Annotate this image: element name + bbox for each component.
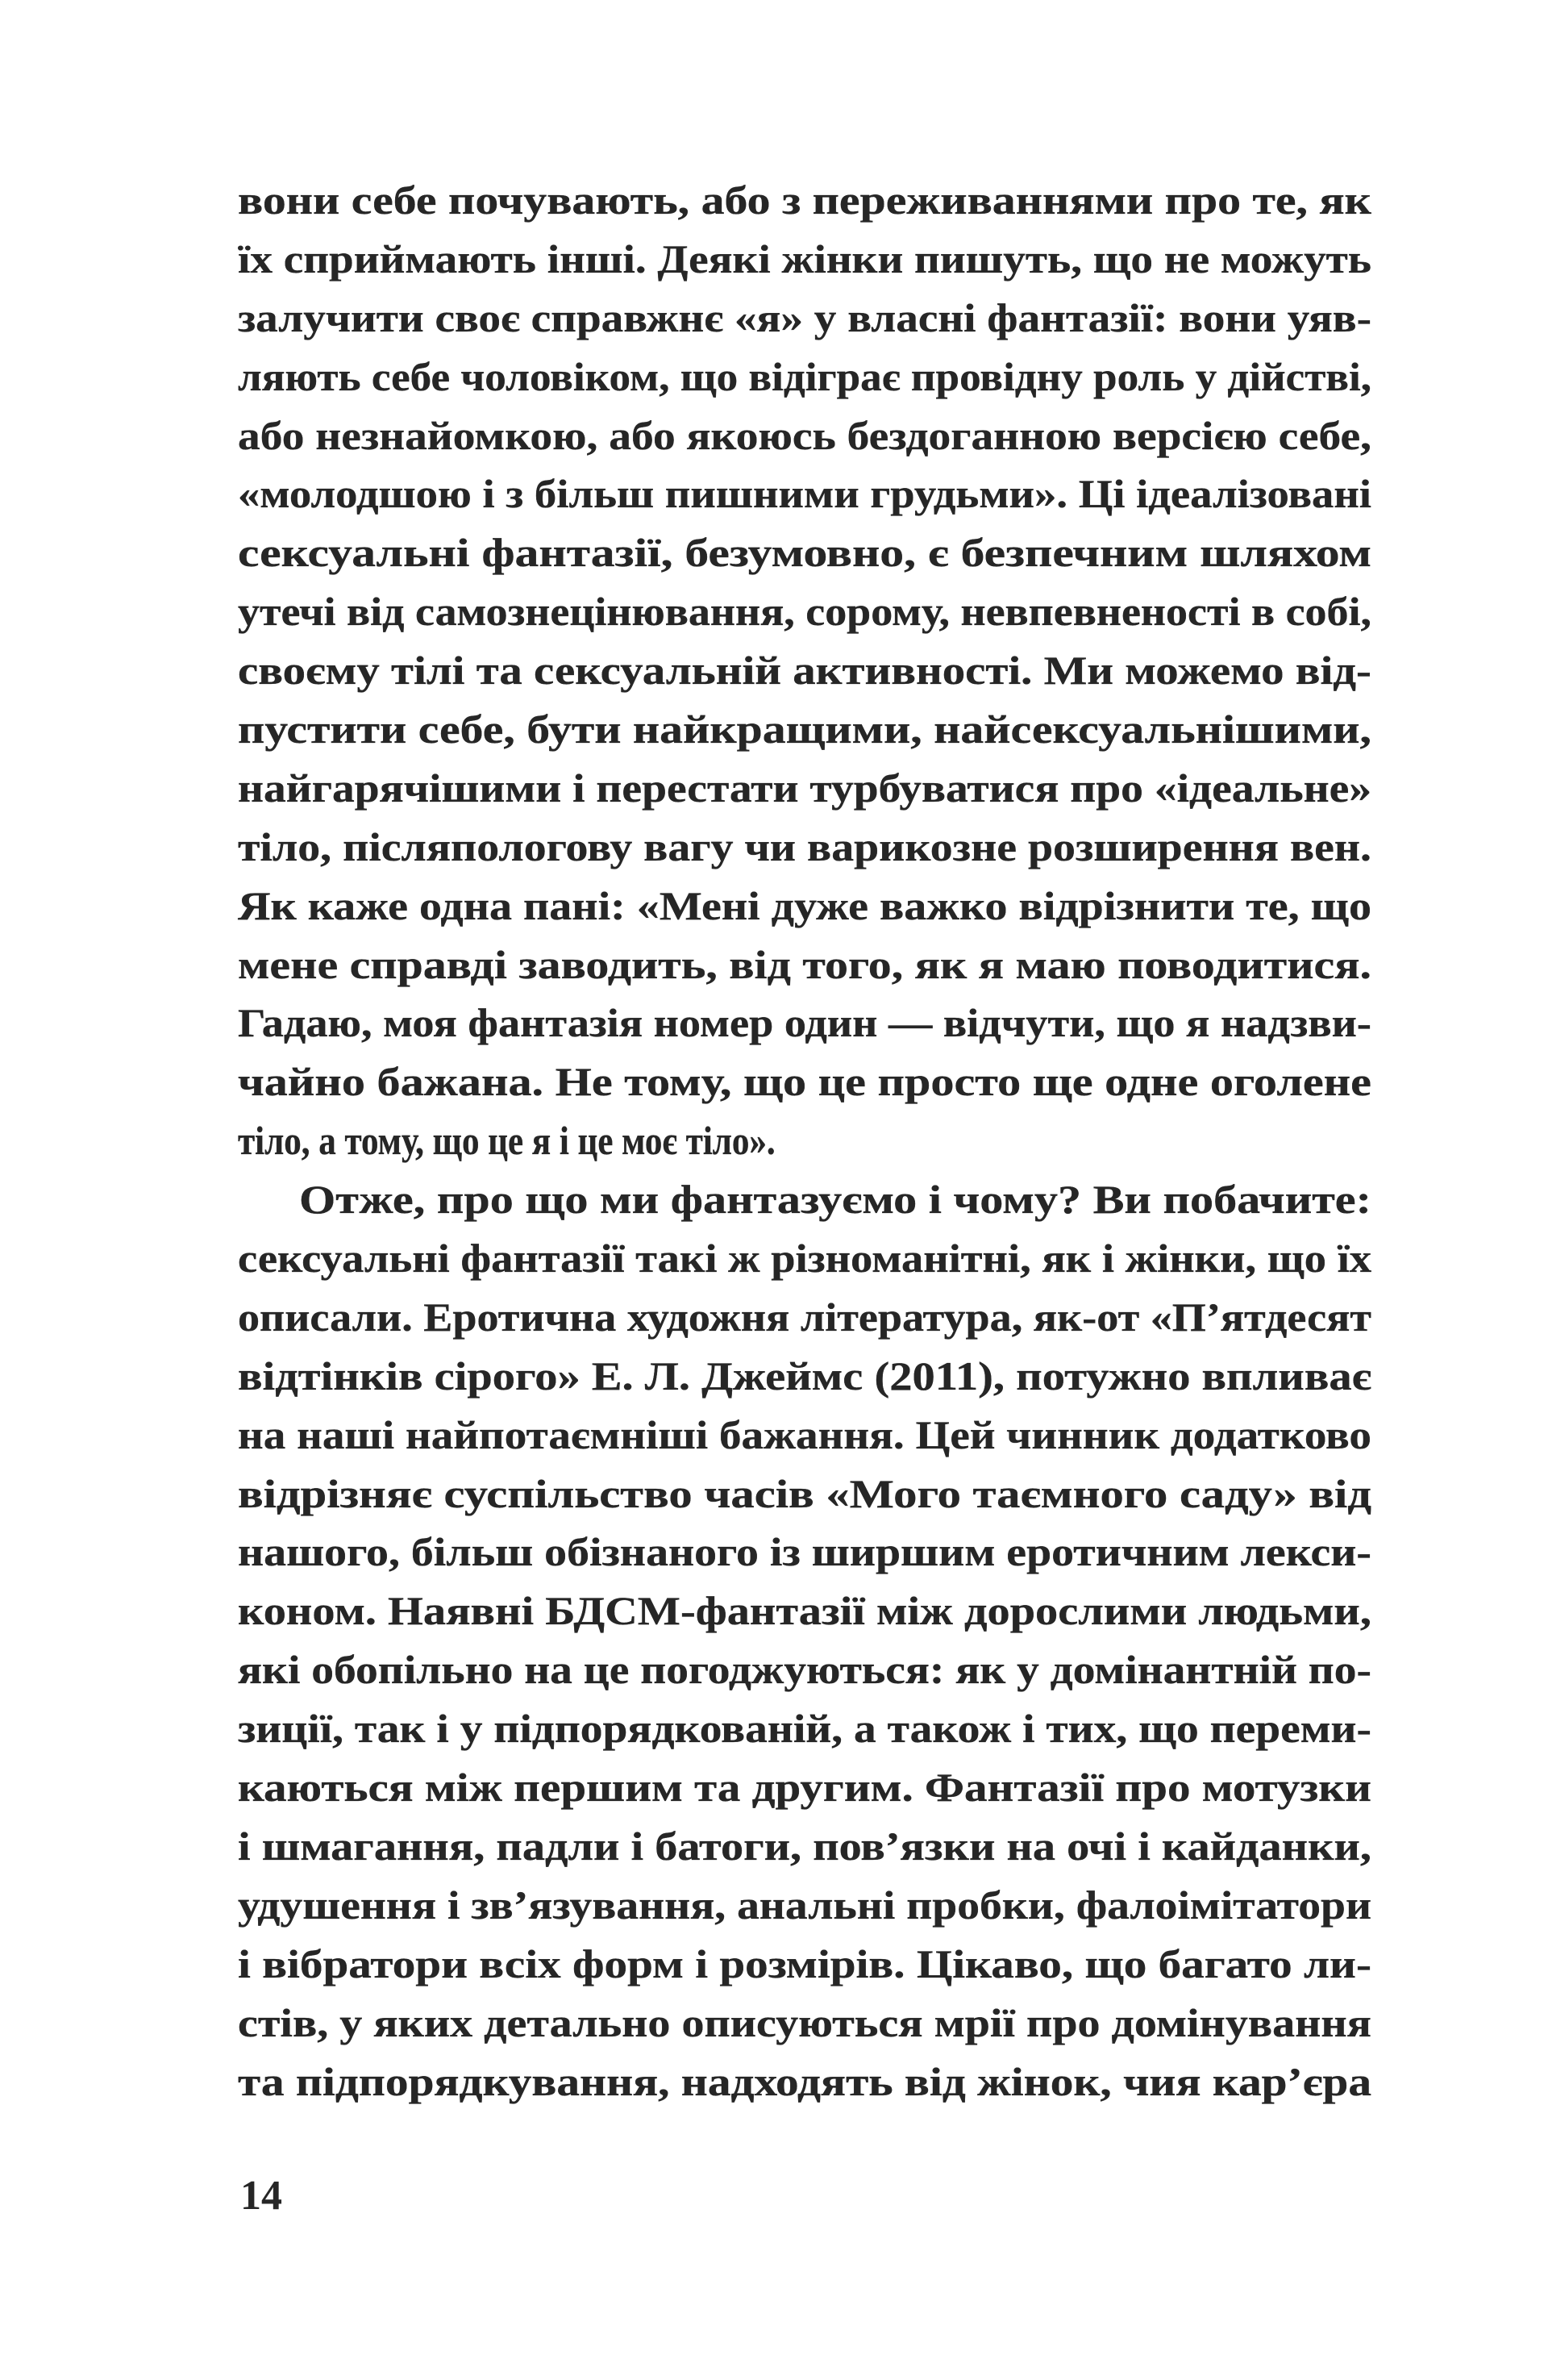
text-line: Гадаю, моя фантазія номер один — відчути, що я надзви- xyxy=(238,1000,1371,1046)
text-line: Як каже одна пані: «Мені дуже важко відрізнити те, що xyxy=(238,882,1371,928)
text-line: і шмагання, падли і батоги, повʼязки на очі і кайданки, xyxy=(238,1823,1371,1869)
text-line: ляють себе чоловіком, що відіграє провідну роль у дійстві, xyxy=(238,353,1371,399)
text-line: які обопільно на це погоджуються: як у домінантній по- xyxy=(238,1647,1372,1693)
text-line: утечі від самознецінювання, сорому, невпевненості в собі, xyxy=(238,589,1371,635)
text-line: коном. Наявні БДСМ-фантазії між дорослими людьми, xyxy=(238,1588,1371,1634)
paragraph-1 xyxy=(238,171,1371,1170)
text-line: «молодшою і з більш пишними грудьми». Ці ідеалізовані xyxy=(238,471,1371,517)
text-line: мене справді заводить, від того, як я маю поводитися. xyxy=(238,941,1371,987)
text-line: каються між першим та другим. Фантазії про мотузки xyxy=(238,1765,1371,1811)
text-line: тіло, а тому, що це я і це моє тіло». xyxy=(238,1118,776,1164)
paragraph-2 xyxy=(238,1170,1371,2111)
text-line: відрізняє суспільство часів «Мого таємного саду» від xyxy=(238,1470,1371,1516)
text-line: тіло, післяпологову вагу чи варикозне розширення вен. xyxy=(238,823,1371,869)
text-line: нашого, більш обізнаного із ширшим еротичним лекси- xyxy=(238,1529,1371,1575)
text-line: і вібратори всіх форм і розмірів. Цікаво, що багато ли- xyxy=(238,1940,1371,1986)
body-text xyxy=(238,171,1371,2111)
text-line: пустити себе, бути найкращими, найсексуальнішими, xyxy=(238,706,1371,752)
text-line: своєму тілі та сексуальній активності. Ми можемо від- xyxy=(238,648,1371,694)
text-line: удушення і звʼязування, анальні пробки, фалоімітатори xyxy=(238,1882,1371,1928)
text-line: чайно бажана. Не тому, що це просто ще одне оголене xyxy=(238,1059,1371,1105)
text-line: Отже, про що ми фантазуємо і чому? Ви побачите: xyxy=(299,1177,1371,1223)
text-line: сексуальні фантазії такі ж різноманітні, як і жінки, що їх xyxy=(238,1236,1371,1282)
text-line: описали. Еротична художня література, як-от «Пʼятдесят xyxy=(238,1294,1371,1340)
text-line: стів, у яких детально описуються мрії про домінування xyxy=(238,1999,1371,2045)
text-line: сексуальні фантазії, безумовно, є безпечним шляхом xyxy=(238,530,1371,576)
text-line: на наші найпотаємніші бажання. Цей чинник додатково xyxy=(238,1411,1371,1457)
text-line: відтінків сірого» Е. Л. Джеймс (2011), потужно впливає xyxy=(238,1353,1371,1398)
text-line: найгарячішими і перестати турбуватися про «ідеальне» xyxy=(238,765,1371,811)
text-line: вони себе почувають, або з переживаннями про те, як xyxy=(238,177,1371,223)
text-line: зиції, так і у підпорядкованій, а також і тих, що переми- xyxy=(238,1706,1371,1752)
text-line: або незнайомкою, або якоюсь бездоганною версією себе, xyxy=(238,412,1371,458)
text-line: залучити своє справжнє «я» у власні фантазії: вони уяв- xyxy=(238,294,1372,340)
text-line: та підпорядкування, надходять від жінок, чия карʼєра xyxy=(238,2058,1371,2104)
page-number: 14 xyxy=(240,2173,282,2219)
text-line: їх сприймають інші. Деякі жінки пишуть, що не можуть xyxy=(238,235,1371,281)
